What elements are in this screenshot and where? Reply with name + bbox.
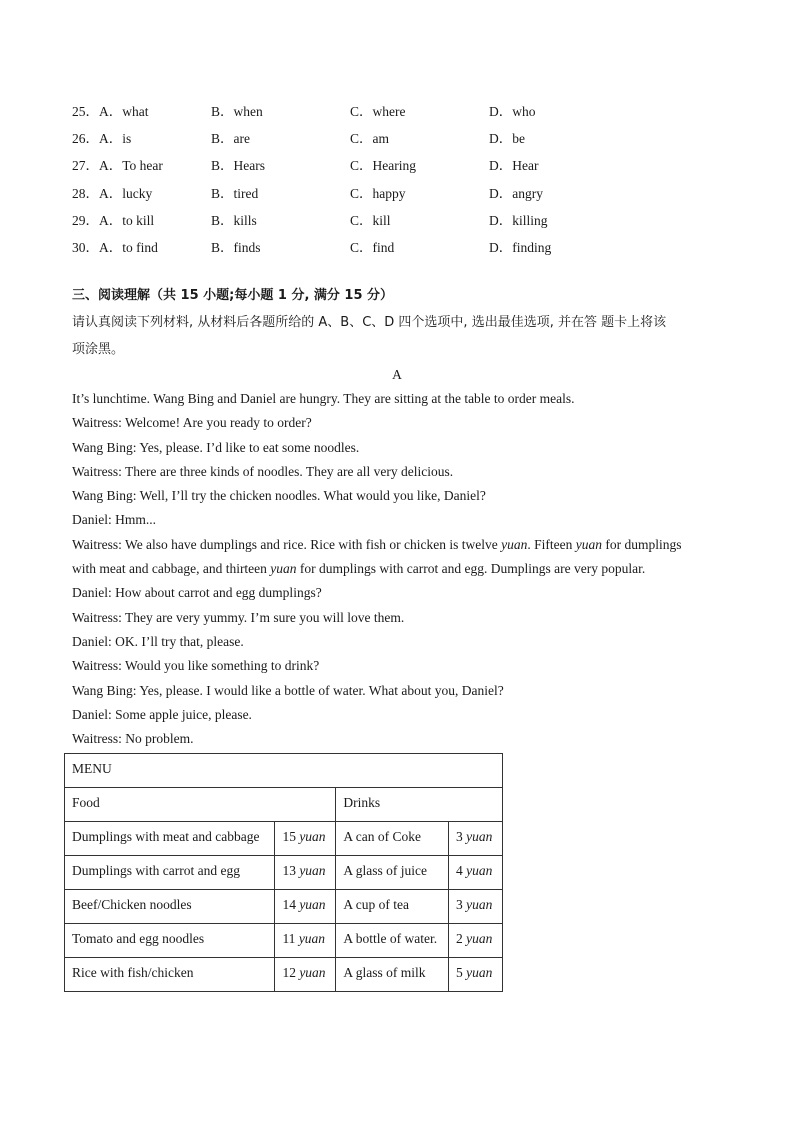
passage-line: Daniel: OK. I’ll try that, please.	[72, 633, 244, 649]
price-value: 4	[456, 863, 463, 878]
price-unit: yuan	[466, 965, 493, 980]
food-item: Rice with fish/chicken	[65, 958, 275, 992]
option-d: D．be	[489, 130, 525, 146]
italic-yuan: yuan	[501, 536, 528, 552]
question-option-row	[72, 205, 712, 232]
food-price	[275, 822, 336, 856]
option-d: D．who	[489, 103, 536, 119]
food-price	[275, 890, 336, 924]
price-value: 12	[282, 965, 296, 980]
price-unit: yuan	[299, 897, 326, 912]
option-d: D．finding	[489, 240, 552, 256]
question-option-row	[72, 151, 712, 178]
passage-line: Waitress: No problem.	[72, 731, 194, 747]
menu-row	[65, 958, 503, 992]
option-d: D．killing	[489, 212, 548, 228]
menu-table	[64, 753, 503, 992]
price-unit: yuan	[466, 897, 493, 912]
option-a: A．lucky	[99, 185, 153, 201]
price-unit: yuan	[299, 965, 326, 980]
instruction-line: 项涂黑。	[72, 342, 125, 357]
text-span: for dumplings	[601, 536, 682, 552]
question-option-row	[72, 178, 712, 205]
drink-price	[449, 958, 503, 992]
answer-options	[72, 96, 712, 260]
italic-yuan: yuan	[270, 561, 297, 577]
passage-line: Wang Bing: Yes, please. I would like a bottle of water. What about you, Daniel?	[72, 682, 504, 698]
drink-price	[449, 890, 503, 924]
option-d: D．Hear	[489, 158, 539, 174]
price-unit: yuan	[299, 829, 326, 844]
drink-item: A cup of tea	[336, 890, 449, 924]
drink-item: A bottle of water.	[336, 924, 449, 958]
option-a: A．what	[99, 103, 149, 119]
price-value: 11	[282, 931, 296, 946]
drink-item: A glass of milk	[336, 958, 449, 992]
option-b: B．kills	[211, 212, 257, 228]
drink-item: A can of Coke	[336, 822, 449, 856]
option-a-cell	[72, 100, 149, 120]
option-c: C．kill	[350, 212, 391, 228]
food-price	[275, 856, 336, 890]
passage-line: Waitress: Welcome! Are you ready to order?	[72, 415, 312, 431]
menu-title: MENU	[65, 754, 503, 788]
passage-line: Daniel: How about carrot and egg dumplings?	[72, 585, 322, 601]
option-c: C．happy	[350, 185, 406, 201]
text-span: Waitress: We also have dumplings and rice. Rice with fish or chicken is twelve	[72, 536, 502, 552]
option-a: A．is	[99, 130, 132, 146]
instruction-line: 请认真阅读下列材料, 从材料后各题所给的 A、B、C、D 四个选项中, 选出最佳选项, 并在答 题卡上将该	[72, 315, 667, 330]
option-d: D．angry	[489, 185, 543, 201]
price-value: 3	[456, 897, 463, 912]
drink-item: A glass of juice	[336, 856, 449, 890]
question-number: 27．	[72, 158, 99, 174]
food-price	[275, 924, 336, 958]
menu-title-row	[65, 754, 503, 788]
price-value: 13	[282, 863, 296, 878]
passage-line: Daniel: Hmm...	[72, 512, 156, 528]
price-value: 5	[456, 965, 463, 980]
price-value: 14	[282, 897, 296, 912]
food-item: Dumplings with meat and cabbage	[65, 822, 275, 856]
passage-line: It’s lunchtime. Wang Bing and Daniel are hungry. They are sitting at the table to order meals.	[72, 391, 575, 406]
option-b: B．when	[211, 103, 263, 119]
text-span: for dumplings with carrot and egg. Dumplings are very popular.	[296, 561, 646, 577]
menu-row	[65, 856, 503, 890]
option-a-cell	[72, 209, 154, 229]
passage-line: Waitress: Would you like something to drink?	[72, 658, 320, 674]
price-unit: yuan	[466, 863, 493, 878]
option-a-cell	[72, 236, 158, 256]
menu-row	[65, 924, 503, 958]
price-value: 15	[282, 829, 296, 844]
price-unit: yuan	[466, 829, 493, 844]
italic-yuan: yuan	[575, 536, 602, 552]
drinks-header: Drinks	[336, 788, 503, 822]
food-price	[275, 958, 336, 992]
price-unit: yuan	[299, 863, 326, 878]
passage-line: Waitress: There are three kinds of noodles. They are all very delicious.	[72, 463, 454, 479]
passage-line: Wang Bing: Well, I’ll try the chicken noodles. What would you like, Daniel?	[72, 488, 486, 504]
option-a-cell	[72, 182, 152, 202]
question-number: 25．	[72, 103, 99, 119]
section-instructions	[72, 309, 722, 363]
drink-price	[449, 856, 503, 890]
food-item: Dumplings with carrot and egg	[65, 856, 275, 890]
question-number: 28．	[72, 185, 99, 201]
question-number: 30．	[72, 240, 99, 256]
menu-row	[65, 890, 503, 924]
option-a: A．To hear	[99, 158, 163, 174]
option-a: A．to kill	[99, 212, 155, 228]
drink-price	[449, 822, 503, 856]
option-c: C．am	[350, 130, 389, 146]
option-c: C．find	[350, 240, 395, 256]
option-a-cell	[72, 127, 131, 147]
option-b: B．Hears	[211, 158, 265, 174]
passage-line: Daniel: Some apple juice, please.	[72, 706, 252, 722]
price-value: 3	[456, 829, 463, 844]
text-span: with meat and cabbage, and thirteen	[72, 561, 271, 577]
food-header: Food	[65, 788, 336, 822]
food-item: Tomato and egg noodles	[65, 924, 275, 958]
option-a-cell	[72, 154, 163, 174]
option-a: A．to find	[99, 240, 158, 256]
passage-dialogue	[72, 387, 722, 751]
menu-row	[65, 822, 503, 856]
section-heading: 三、阅读理解（共 15 小题;每小题 1 分, 满分 15 分）	[72, 288, 394, 303]
option-b: B．tired	[211, 185, 259, 201]
drink-price	[449, 924, 503, 958]
price-unit: yuan	[466, 931, 493, 946]
food-item: Beef/Chicken noodles	[65, 890, 275, 924]
question-number: 26．	[72, 130, 99, 146]
price-value: 2	[456, 931, 463, 946]
question-option-row	[72, 123, 712, 150]
passage-line: Waitress: They are very yummy. I’m sure you will love them.	[72, 609, 405, 625]
question-option-row	[72, 232, 712, 259]
option-c: C．Hearing	[350, 158, 416, 174]
option-b: B．finds	[211, 240, 261, 256]
passage-line: Wang Bing: Yes, please. I’d like to eat some noodles.	[72, 439, 360, 455]
price-unit: yuan	[298, 931, 326, 946]
option-c: C．where	[350, 103, 406, 119]
menu-header-row	[65, 788, 503, 822]
passage-label: A	[392, 367, 402, 382]
option-b: B．are	[211, 130, 250, 146]
passage-line	[72, 533, 722, 557]
question-number: 29．	[72, 212, 99, 228]
question-option-row	[72, 96, 712, 123]
text-span: . Fifteen	[527, 536, 576, 552]
passage-line	[72, 557, 722, 581]
